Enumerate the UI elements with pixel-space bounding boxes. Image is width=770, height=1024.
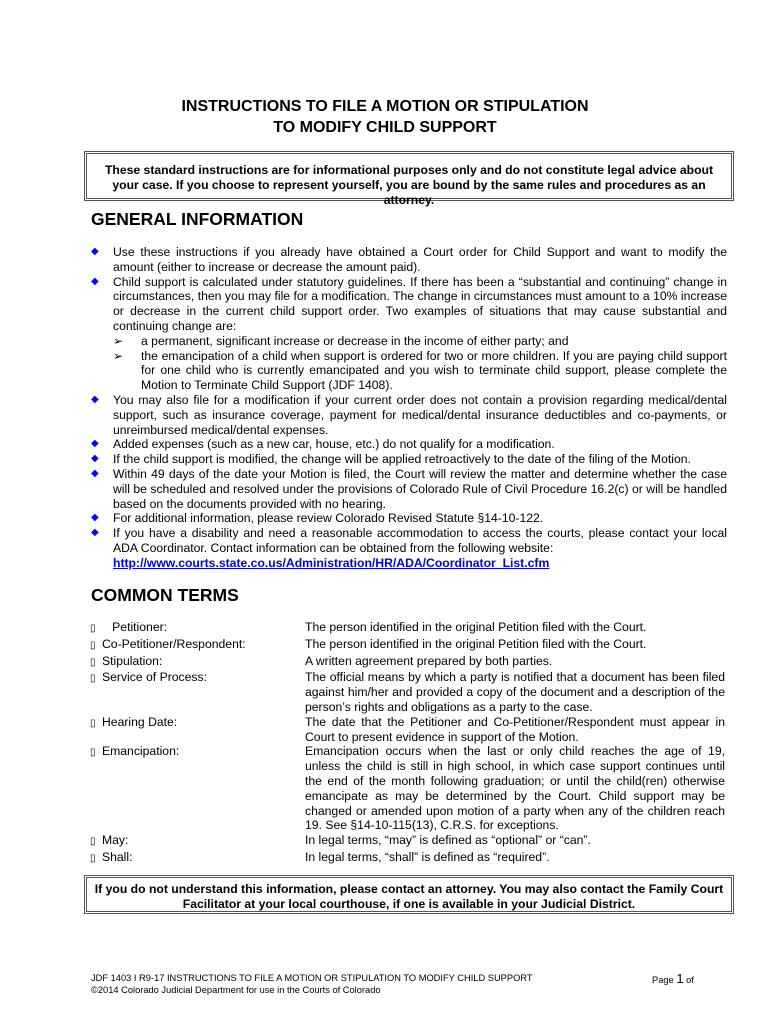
footer-form-id: JDF 1403 I R9-17 INSTRUCTIONS TO FILE A MOTION OR STIPULATION TO MODIFY CHILD SUPPORT [91, 973, 533, 983]
term-definition: The official means by which a party is notified that a document has been filed against him/her and provided a copy of the document and a description of the person’s rights and obligations as a party to the case. [305, 670, 725, 714]
page-of-label: of [686, 975, 694, 985]
term-definition: In legal terms, “may” is defined as “optional” or “can”. [305, 833, 591, 848]
diamond-bullet-icon: ◆ [91, 246, 99, 257]
form-footer [91, 972, 533, 996]
diamond-bullet-icon: ◆ [91, 467, 99, 479]
term-row [90, 620, 726, 637]
title-line-1: INSTRUCTIONS TO FILE A MOTION OR STIPULATION [181, 98, 589, 115]
list-item: ◆ Child support is calculated under statutory guidelines. If there has been a “substantial and continuing” change in circumstances, then you may file for a modification. The change in circumstances must amount to a 10% increase or decrease in the current child support order. Two examples of situations that may cause substantial and continuing change are: ➢ a permanent, significant increase or decrease in the income of either party; and ➢ the emancipation of a child when support is ordered for two or more children. If you are paying child support for one child who is currently emancipated and you wish to terminate child support, please complete the Motion to Terminate Child Support (JDF 1408). [91, 274, 727, 393]
term-label: Stipulation: [102, 653, 163, 668]
diamond-bullet-icon: ◆ [91, 393, 99, 405]
term-label: Petitioner: [112, 620, 168, 634]
footer-copyright: ©2014 Colorado Judicial Department for use in the Courts of Colorado [91, 985, 381, 995]
list-item: ◆ Within 49 days of the date your Motion is filed, the Court will review the matter and determine whether the case will be scheduled and resolved under the provisions of Colorado Rule of Civil Procedure 16.2(c) or will be handled based on the documents provided with no hearing. [91, 466, 727, 511]
general-information-heading: GENERAL INFORMATION [91, 209, 304, 229]
checkbox-glyph-icon: ▯ [90, 639, 96, 651]
checkbox-glyph-icon: ▯ [90, 673, 96, 685]
title-line-2: TO MODIFY CHILD SUPPORT [273, 119, 497, 136]
term-row [90, 670, 726, 714]
term-definition: The person identified in the original Petition filed with the Court. [305, 620, 647, 634]
term-row [90, 833, 726, 850]
list-item: ◆ Use these instructions if you already have obtained a Court order for Child Support and want to modify the amount (either to increase or decrease the amount paid). [91, 245, 727, 274]
list-item: ◆ Added expenses (such as a new car, house, etc.) do not qualify for a modification. [91, 437, 555, 452]
term-label: Co-Petitioner/Respondent: [102, 636, 246, 651]
term-row [90, 637, 726, 654]
disclaimer-box: These standard instructions are for informational purposes only and do not constitute legal advice about your case. If you choose to represent yourself, you are bound by the same rules and procedures as an attorney. [84, 151, 734, 201]
diamond-bullet-icon: ◆ [91, 512, 99, 524]
document-title [0, 96, 770, 138]
diamond-bullet-icon: ◆ [91, 453, 99, 465]
page-number [652, 972, 694, 988]
common-terms-table [90, 620, 726, 867]
sub-list [113, 334, 727, 393]
term-definition: A written agreement prepared by both parties. [305, 653, 553, 668]
checkbox-glyph-icon: ▯ [90, 852, 96, 864]
attorney-notice-box: If you do not understand this information, please contact an attorney. You may also contact the Family Court Facilitator at your local courthouse, if one is available in your Judicial District. [84, 875, 734, 914]
term-definition: The person identified in the original Petition filed with the Court. [305, 636, 647, 651]
page-label: Page [652, 975, 674, 985]
term-definition: Emancipation occurs when the last or only child reaches the age of 19, unless the child is still in high school, in which case support continues until the end of the month following graduation; or until the child(ren) otherwise emancipate as may be determined by the Court. Child support may be changed or amended upon motion of a party when any of the children reach 19. See §14-10-115(13), C.R.S. for exceptions. [305, 744, 725, 833]
sub-list-item: ➢ the emancipation of a child when support is ordered for two or more children. If you are paying child support for one child who is currently emancipated and you wish to terminate child support, please complete the Motion to Terminate Child Support (JDF 1408). [113, 348, 727, 393]
term-row [90, 654, 726, 671]
page-number-value: 1 [676, 971, 684, 986]
diamond-bullet-icon: ◆ [91, 275, 99, 287]
term-label: May: [102, 833, 129, 848]
list-item: ◆ For additional information, please review Colorado Revised Statute §14-10-122. [91, 511, 544, 526]
checkbox-glyph-icon: ▯ [90, 747, 96, 759]
arrow-bullet-icon: ➢ [113, 348, 124, 363]
diamond-bullet-icon: ◆ [91, 438, 99, 450]
term-label: Hearing Date: [102, 714, 178, 729]
term-row [90, 744, 726, 833]
list-item: ◆ You may also file for a modification if your current order does not contain a provision regarding medical/dental support, such as insurance coverage, payment for medical/dental insurance deductibles and co-payments, or unreimbursed medical/dental expenses. [91, 392, 727, 437]
term-row [90, 715, 726, 745]
ada-coordinator-link[interactable]: http://www.courts.state.co.us/Administration/HR/ADA/Coordinator_List.cfm [113, 555, 550, 570]
checkbox-glyph-icon: ▯ [90, 656, 96, 668]
checkbox-glyph-icon: ▯ [90, 623, 96, 634]
sub-list-item: ➢ a permanent, significant increase or decrease in the income of either party; and [113, 333, 569, 348]
checkbox-glyph-icon: ▯ [90, 717, 96, 729]
common-terms-heading: COMMON TERMS [91, 585, 239, 605]
arrow-bullet-icon: ➢ [113, 333, 124, 348]
diamond-bullet-icon: ◆ [91, 527, 99, 539]
term-label: Shall: [102, 849, 133, 864]
term-row [90, 850, 726, 867]
term-label: Service of Process: [102, 670, 207, 685]
list-item: ◆ If the child support is modified, the change will be applied retroactively to the date of the filing of the Motion. [91, 452, 691, 467]
term-label: Emancipation: [102, 744, 180, 759]
term-definition: In legal terms, “shall” is defined as “required”. [305, 849, 550, 864]
general-information-list [91, 245, 727, 571]
list-item: ◆ If you have a disability and need a reasonable accommodation to access the courts, please contact your local ADA Coordinator. Contact information can be obtained from the following website: http://www.courts.state.co.us/Administration/HR/ADA/Coordinator_List.cfm [91, 526, 727, 570]
checkbox-glyph-icon: ▯ [90, 836, 96, 848]
term-definition: The date that the Petitioner and Co-Petitioner/Respondent must appear in Court to present evidence in support of the Motion. [305, 714, 725, 744]
